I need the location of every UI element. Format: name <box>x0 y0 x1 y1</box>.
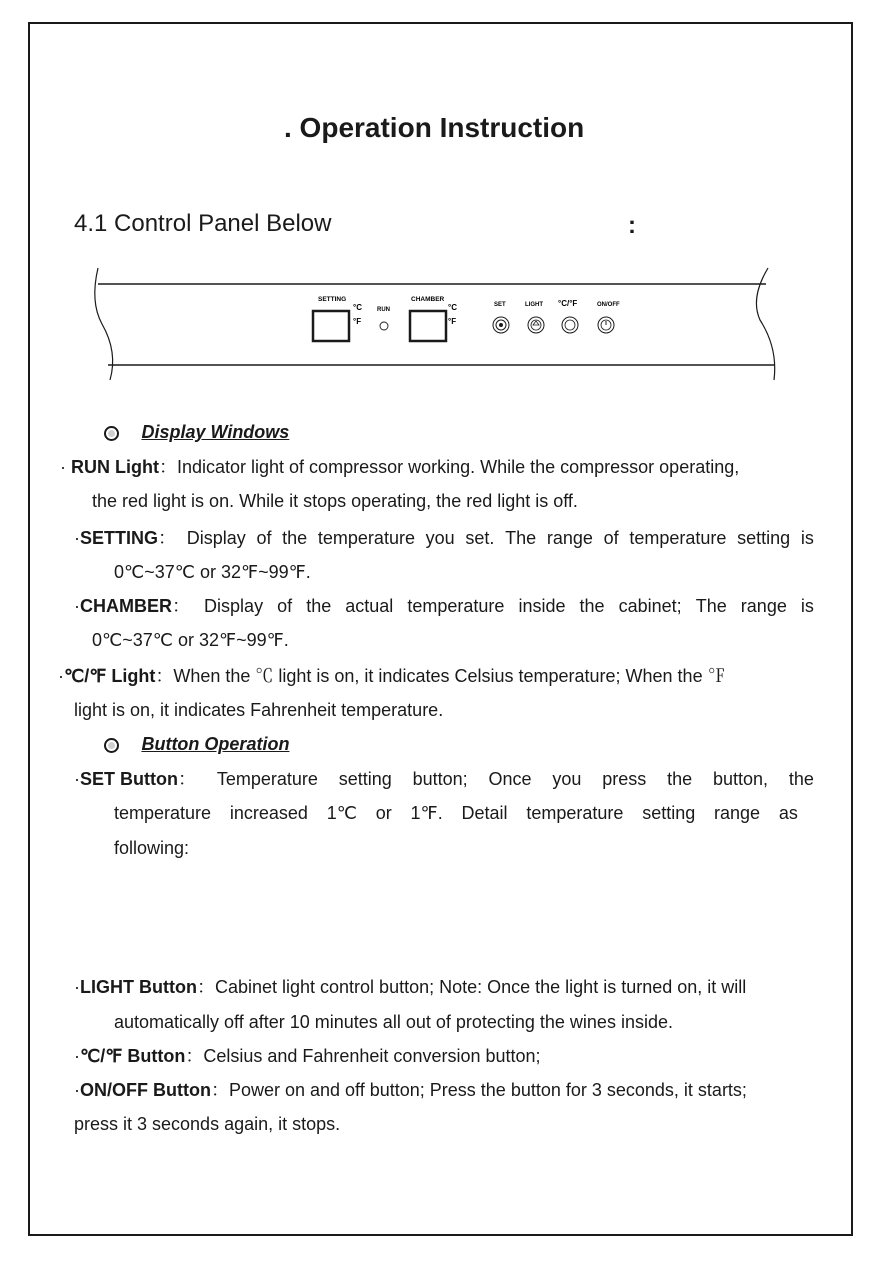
chamber-celsius-mark: °C <box>448 303 457 312</box>
set-button-text-word: Temperature <box>216 769 318 789</box>
set-button-text-word: or <box>375 803 392 823</box>
chamber-text-word: range <box>740 596 787 616</box>
setting-text-word: temperature <box>317 528 415 548</box>
cf-label: °C/°F <box>558 299 578 308</box>
setting-label-text: SETTING <box>80 528 159 548</box>
chamber-label: CHAMBER <box>411 296 445 303</box>
onoff-label: ON/OFF <box>597 302 620 308</box>
chamber-text-word: actual <box>345 596 394 616</box>
chamber-text-word: of <box>277 596 293 616</box>
chamber-text-word: the <box>579 596 605 616</box>
light-button-label: LIGHT Button <box>80 977 197 997</box>
cf-light-line1: ·℃/℉ Light：When the ℃ light is on, it indicates Celsius temperature; When the ℉ <box>58 666 726 686</box>
chamber-text-word: Display <box>204 596 264 616</box>
run-light-line2: the red light is on. While it stops operating, the red light is off. <box>92 491 578 511</box>
set-button-text-word: 1℉. <box>410 803 443 823</box>
set-button-text-word: increased <box>229 803 308 823</box>
panel-right-edge <box>756 268 774 380</box>
setting-label: SETTING <box>318 296 347 303</box>
setting-text-word: setting <box>737 528 791 548</box>
set-button-text-word: as <box>778 803 798 823</box>
setting-text-word: set. <box>465 528 495 548</box>
run-indicator-light <box>380 322 388 330</box>
chamber-label-text: CHAMBER <box>80 596 172 616</box>
bullet-circle-icon <box>104 426 119 441</box>
control-panel-diagram <box>88 262 798 384</box>
cf-button-icon[interactable] <box>562 317 578 333</box>
set-button-text-word: the <box>667 769 693 789</box>
set-button-text-word: press <box>602 769 647 789</box>
setting-text-word: The <box>505 528 537 548</box>
section-heading: 4.1 Control Panel Below <box>74 210 332 237</box>
setting-line2: 0℃~37℃ or 32℉~99℉. <box>114 562 311 582</box>
set-button-text-word: range <box>714 803 761 823</box>
set-button-line1: ·SET Button： Temperature setting button; Once you press the button, the <box>74 769 814 789</box>
set-button-text-word: Detail <box>461 803 508 823</box>
set-button-text-word: setting <box>338 769 392 789</box>
onoff-button-line1: ·ON/OFF Button：Power on and off button; Press the button for 3 seconds, it starts; <box>74 1080 747 1100</box>
setting-line1: ·SETTING： Display of the temperature you set. The range of temperature setting is <box>74 528 814 548</box>
set-button-text-word: 1℃ <box>326 803 357 823</box>
display-windows-title: Display Windows <box>141 422 290 442</box>
light-button-icon[interactable] <box>528 317 544 333</box>
power-button-icon[interactable] <box>598 317 614 333</box>
set-button-text-word: button; <box>412 769 468 789</box>
setting-text-word: you <box>425 528 455 548</box>
chamber-text-word: temperature <box>407 596 505 616</box>
setting-text-word: temperature <box>629 528 727 548</box>
display-windows-heading <box>104 422 289 443</box>
setting-text-word: of <box>256 528 272 548</box>
set-button-line3: following: <box>114 838 190 858</box>
chamber-text-word: the <box>306 596 332 616</box>
chamber-text-word: is <box>800 596 814 616</box>
run-light-line1: · RUN Light：Indicator light of compressor working. While the compressor operating, <box>60 457 740 477</box>
chamber-fahrenheit-mark: °F <box>448 317 457 326</box>
set-button-label: SET Button <box>80 769 178 789</box>
setting-text-word: of <box>603 528 619 548</box>
cf-button-line1: ·℃/℉ Button：Celsius and Fahrenheit conversion button; <box>74 1046 541 1066</box>
light-button-line2: automatically off after 10 minutes all out of protecting the wines inside. <box>114 1012 673 1032</box>
button-operation-title: Button Operation <box>141 734 290 754</box>
set-button-text-word: the <box>788 769 814 789</box>
page-title: . Operation Instruction <box>284 112 585 143</box>
section-heading-colon: : <box>628 212 636 239</box>
onoff-button-label: ON/OFF Button <box>80 1080 211 1100</box>
run-label: RUN <box>377 307 390 313</box>
chamber-text-word: inside <box>518 596 566 616</box>
setting-text-word: Display <box>186 528 246 548</box>
set-button-text-word: temperature <box>114 803 212 823</box>
cf-light-line2: light is on, it indicates Fahrenheit temperature. <box>74 700 444 720</box>
cf-button-label: ℃/℉ Button <box>80 1046 186 1066</box>
setting-celsius-mark: °C <box>353 303 362 312</box>
panel-left-edge <box>95 268 113 380</box>
button-operation-heading <box>104 734 289 755</box>
set-label: SET <box>494 302 506 308</box>
set-button-text-word: you <box>552 769 582 789</box>
onoff-button-line2: press it 3 seconds again, it stops. <box>74 1114 341 1134</box>
set-button-line2 <box>114 802 798 824</box>
chamber-line2: 0℃~37℃ or 32℉~99℉. <box>92 630 289 650</box>
chamber-text-word: cabinet; <box>618 596 682 616</box>
chamber-line1: ·CHAMBER： Display of the actual temperature inside the cabinet; The range is <box>74 596 814 616</box>
set-button-text-word: Once <box>488 769 532 789</box>
run-light-label: RUN Light <box>71 457 159 477</box>
chamber-display-window <box>410 311 446 341</box>
light-button-line1: ·LIGHT Button：Cabinet light control button; Note: Once the light is turned on, it will <box>74 977 747 997</box>
set-button-icon[interactable] <box>493 317 509 333</box>
bullet-circle-icon <box>104 738 119 753</box>
set-button-text-word: temperature <box>526 803 624 823</box>
cf-light-label: ℃/℉ Light <box>64 666 156 686</box>
setting-text-word: the <box>282 528 308 548</box>
chamber-text-word: The <box>695 596 727 616</box>
setting-fahrenheit-mark: °F <box>353 317 362 326</box>
set-button-text-word: button, <box>713 769 769 789</box>
set-button-text-word: setting <box>642 803 696 823</box>
light-label: LIGHT <box>525 302 543 308</box>
setting-text-word: is <box>800 528 814 548</box>
setting-display-window <box>313 311 349 341</box>
setting-text-word: range <box>546 528 593 548</box>
